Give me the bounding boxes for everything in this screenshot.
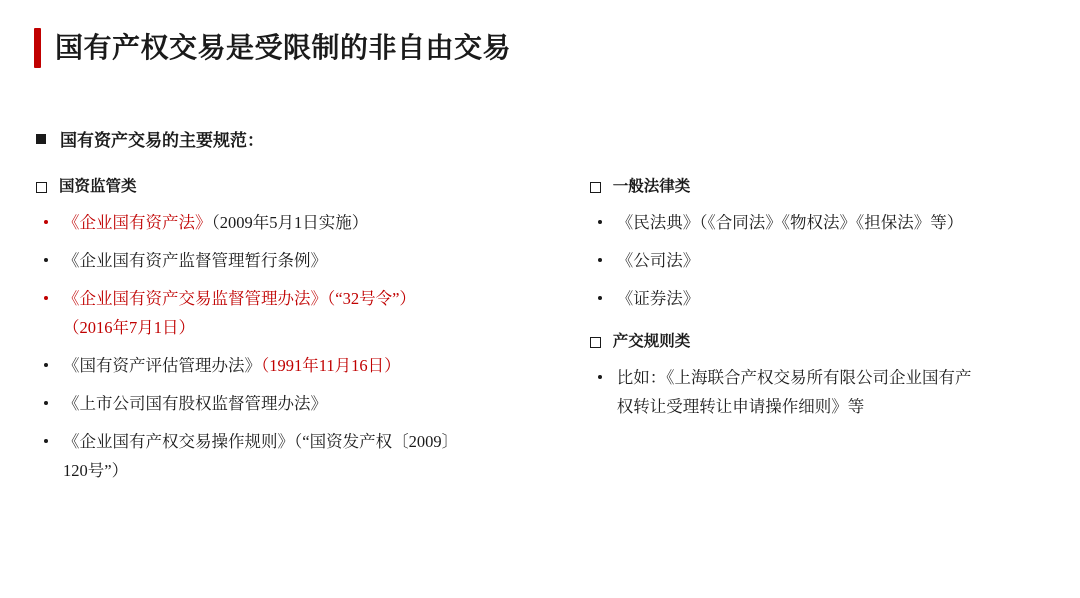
dot-bullet-icon [598,258,602,262]
left-column [36,176,572,503]
list-item-text: 《公司法》 [616,251,700,270]
dot-bullet-icon [44,439,48,443]
list-item [590,363,1046,421]
page-title: 国有产权交易是受限制的非自由交易 [55,32,512,63]
bullet-group-header [36,176,572,198]
dot-bullet-icon [44,220,48,224]
list-item [36,427,572,485]
dot-bullet-icon [44,296,48,300]
title-accent-bar [34,28,41,68]
list-item-text: 《企业国有资产交易监督管理办法》（“32号令”） [63,289,416,308]
dot-bullet-icon [598,220,602,224]
list-item [36,389,572,418]
list-item-text: （2009年5月1日实施） [211,213,369,232]
hollow-square-bullet-icon [590,337,601,348]
bullet-group-title: 国资监管类 [59,178,137,195]
list-item-text: 权转让受理转让申请操作细则》等 [616,397,865,416]
filled-square-bullet-icon [36,134,46,144]
list-item [590,246,1046,275]
bullet-list [590,363,1046,421]
list-item-text: 《企业国有资产监督管理暂行条例》 [63,251,327,270]
bullet-group [590,176,1046,313]
bullet-group-header [590,331,1046,353]
list-item [590,284,1046,313]
hollow-square-bullet-icon [590,182,601,193]
section-heading-label: 国有资产交易的主要规范： [60,131,264,150]
bullet-list [36,208,572,485]
list-item [36,284,572,342]
section-heading [36,126,264,151]
list-item-text: 比如：《上海联合产权交易所有限公司企业国有产 [616,368,972,387]
list-item-text: 120号”） [63,461,129,480]
bullet-group-title: 产交规则类 [612,333,691,350]
list-item-text: 《企业国有产权交易操作规则》（“国资发产权〔2009〕 [63,432,459,451]
list-item-text: 《民法典》（《合同法》《物权法》《担保法》等） [616,213,964,232]
list-item-text: （1991年11月16日） [261,356,401,375]
dot-bullet-icon [44,401,48,405]
bullet-group [590,331,1046,421]
list-item-text: 《国有资产评估管理办法》 [63,356,261,375]
bullet-list [590,208,1046,313]
list-item-text: 《上市公司国有股权监督管理办法》 [63,394,327,413]
list-item [36,208,572,237]
list-item-text: （2016年7月1日） [63,318,195,337]
bullet-group-header [590,176,1046,198]
bullet-group [36,176,572,485]
dot-bullet-icon [44,258,48,262]
dot-bullet-icon [598,375,602,379]
list-item [36,246,572,275]
bullet-group-title: 一般法律类 [612,178,691,195]
list-item [590,208,1046,237]
content-columns [36,176,1046,503]
hollow-square-bullet-icon [36,182,47,193]
slide-title-row [34,28,511,68]
dot-bullet-icon [44,363,48,367]
right-column [590,176,1046,503]
list-item-text: 《企业国有资产法》 [63,213,212,232]
dot-bullet-icon [598,296,602,300]
list-item-text: 《证券法》 [616,289,700,308]
list-item [36,351,572,380]
